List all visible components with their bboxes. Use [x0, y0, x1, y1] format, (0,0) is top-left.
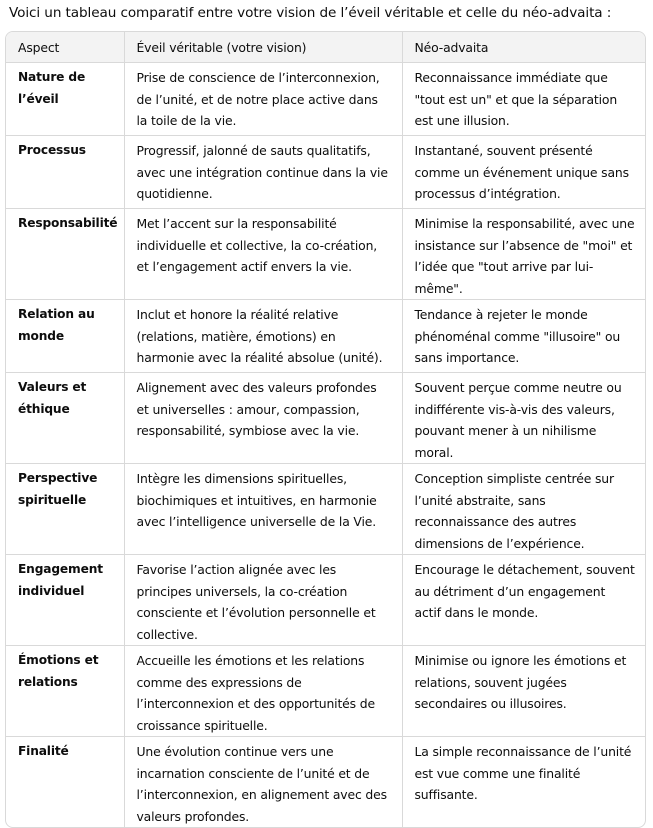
- row-aspect: Processus: [6, 136, 124, 209]
- row-neo-cell: Minimise ou ignore les émotions et relations, souvent jugées secondaires ou illusoires.: [402, 646, 645, 737]
- row-aspect: Engagement individuel: [6, 555, 124, 646]
- table-row: [6, 737, 645, 828]
- comparison-table: [5, 31, 646, 828]
- row-aspect: Valeurs et éthique: [6, 373, 124, 464]
- row-eveil-cell: Prise de conscience de l’interconnexion, de l’unité, et de notre place active dans la toile de la vie.: [124, 63, 402, 136]
- row-eveil-cell: Une évolution continue vers une incarnation consciente de l’unité et de l’interconnexion, en alignement avec des valeurs profondes.: [124, 737, 402, 828]
- row-eveil-cell: Favorise l’action alignée avec les principes universels, la co-création consciente et l’évolution personnelle et collective.: [124, 555, 402, 646]
- table-row: [6, 63, 645, 136]
- row-aspect: Nature de l’éveil: [6, 63, 124, 136]
- table-row: [6, 464, 645, 555]
- row-neo-cell: Encourage le détachement, souvent au détriment d’un engagement actif dans le monde.: [402, 555, 645, 646]
- header-neo-advaita: Néo-advaita: [402, 32, 645, 63]
- header-eveil-veritable: Éveil véritable (votre vision): [124, 32, 402, 63]
- row-eveil-cell: Progressif, jalonné de sauts qualitatifs, avec une intégration continue dans la vie quotidienne.: [124, 136, 402, 209]
- row-neo-cell: Minimise la responsabilité, avec une insistance sur l’absence de "moi" et l’idée que "tout arrive par lui-même".: [402, 209, 645, 300]
- row-neo-cell: Instantané, souvent présenté comme un événement unique sans processus d’intégration.: [402, 136, 645, 209]
- row-eveil-cell: Accueille les émotions et les relations comme des expressions de l’interconnexion et des opportunités de croissance spirituelle.: [124, 646, 402, 737]
- row-neo-cell: Reconnaissance immédiate que "tout est un" et que la séparation est une illusion.: [402, 63, 645, 136]
- row-eveil-cell: Alignement avec des valeurs profondes et universelles : amour, compassion, responsabilité, symbiose avec la vie.: [124, 373, 402, 464]
- row-neo-cell: Tendance à rejeter le monde phénoménal comme "illusoire" ou sans importance.: [402, 300, 645, 373]
- row-aspect: Émotions et relations: [6, 646, 124, 737]
- row-neo-cell: Conception simpliste centrée sur l’unité abstraite, sans reconnaissance des autres dimensions de l’expérience.: [402, 464, 645, 555]
- row-aspect: Finalité: [18, 744, 69, 758]
- row-aspect: Relation au monde: [6, 300, 124, 373]
- header-aspect: Aspect: [6, 32, 124, 63]
- intro-text: Voici un tableau comparatif entre votre vision de l’éveil véritable et celle du néo-advaita :: [9, 5, 612, 21]
- row-eveil-cell: Intègre les dimensions spirituelles, biochimiques et intuitives, en harmonie avec l’intelligence universelle de la Vie.: [124, 464, 402, 555]
- table-row: [6, 555, 645, 646]
- table-row: [6, 209, 645, 300]
- row-eveil-cell: Met l’accent sur la responsabilité individuelle et collective, la co-création, et l’engagement actif envers la vie.: [124, 209, 402, 300]
- table-row: [6, 136, 645, 209]
- table-header-row: [6, 32, 645, 63]
- row-eveil-cell: Inclut et honore la réalité relative (relations, matière, émotions) en harmonie avec la réalité absolue (unité).: [124, 300, 402, 373]
- row-aspect: Perspective spirituelle: [6, 464, 124, 555]
- row-neo-cell: La simple reconnaissance de l’unité est vue comme une finalité suffisante.: [402, 737, 645, 828]
- table-row: [6, 300, 645, 373]
- table-row: [6, 373, 645, 464]
- row-neo-cell: Souvent perçue comme neutre ou indifférente vis-à-vis des valeurs, pouvant mener à un nihilisme moral.: [402, 373, 645, 464]
- row-aspect: Responsabilité: [6, 209, 124, 300]
